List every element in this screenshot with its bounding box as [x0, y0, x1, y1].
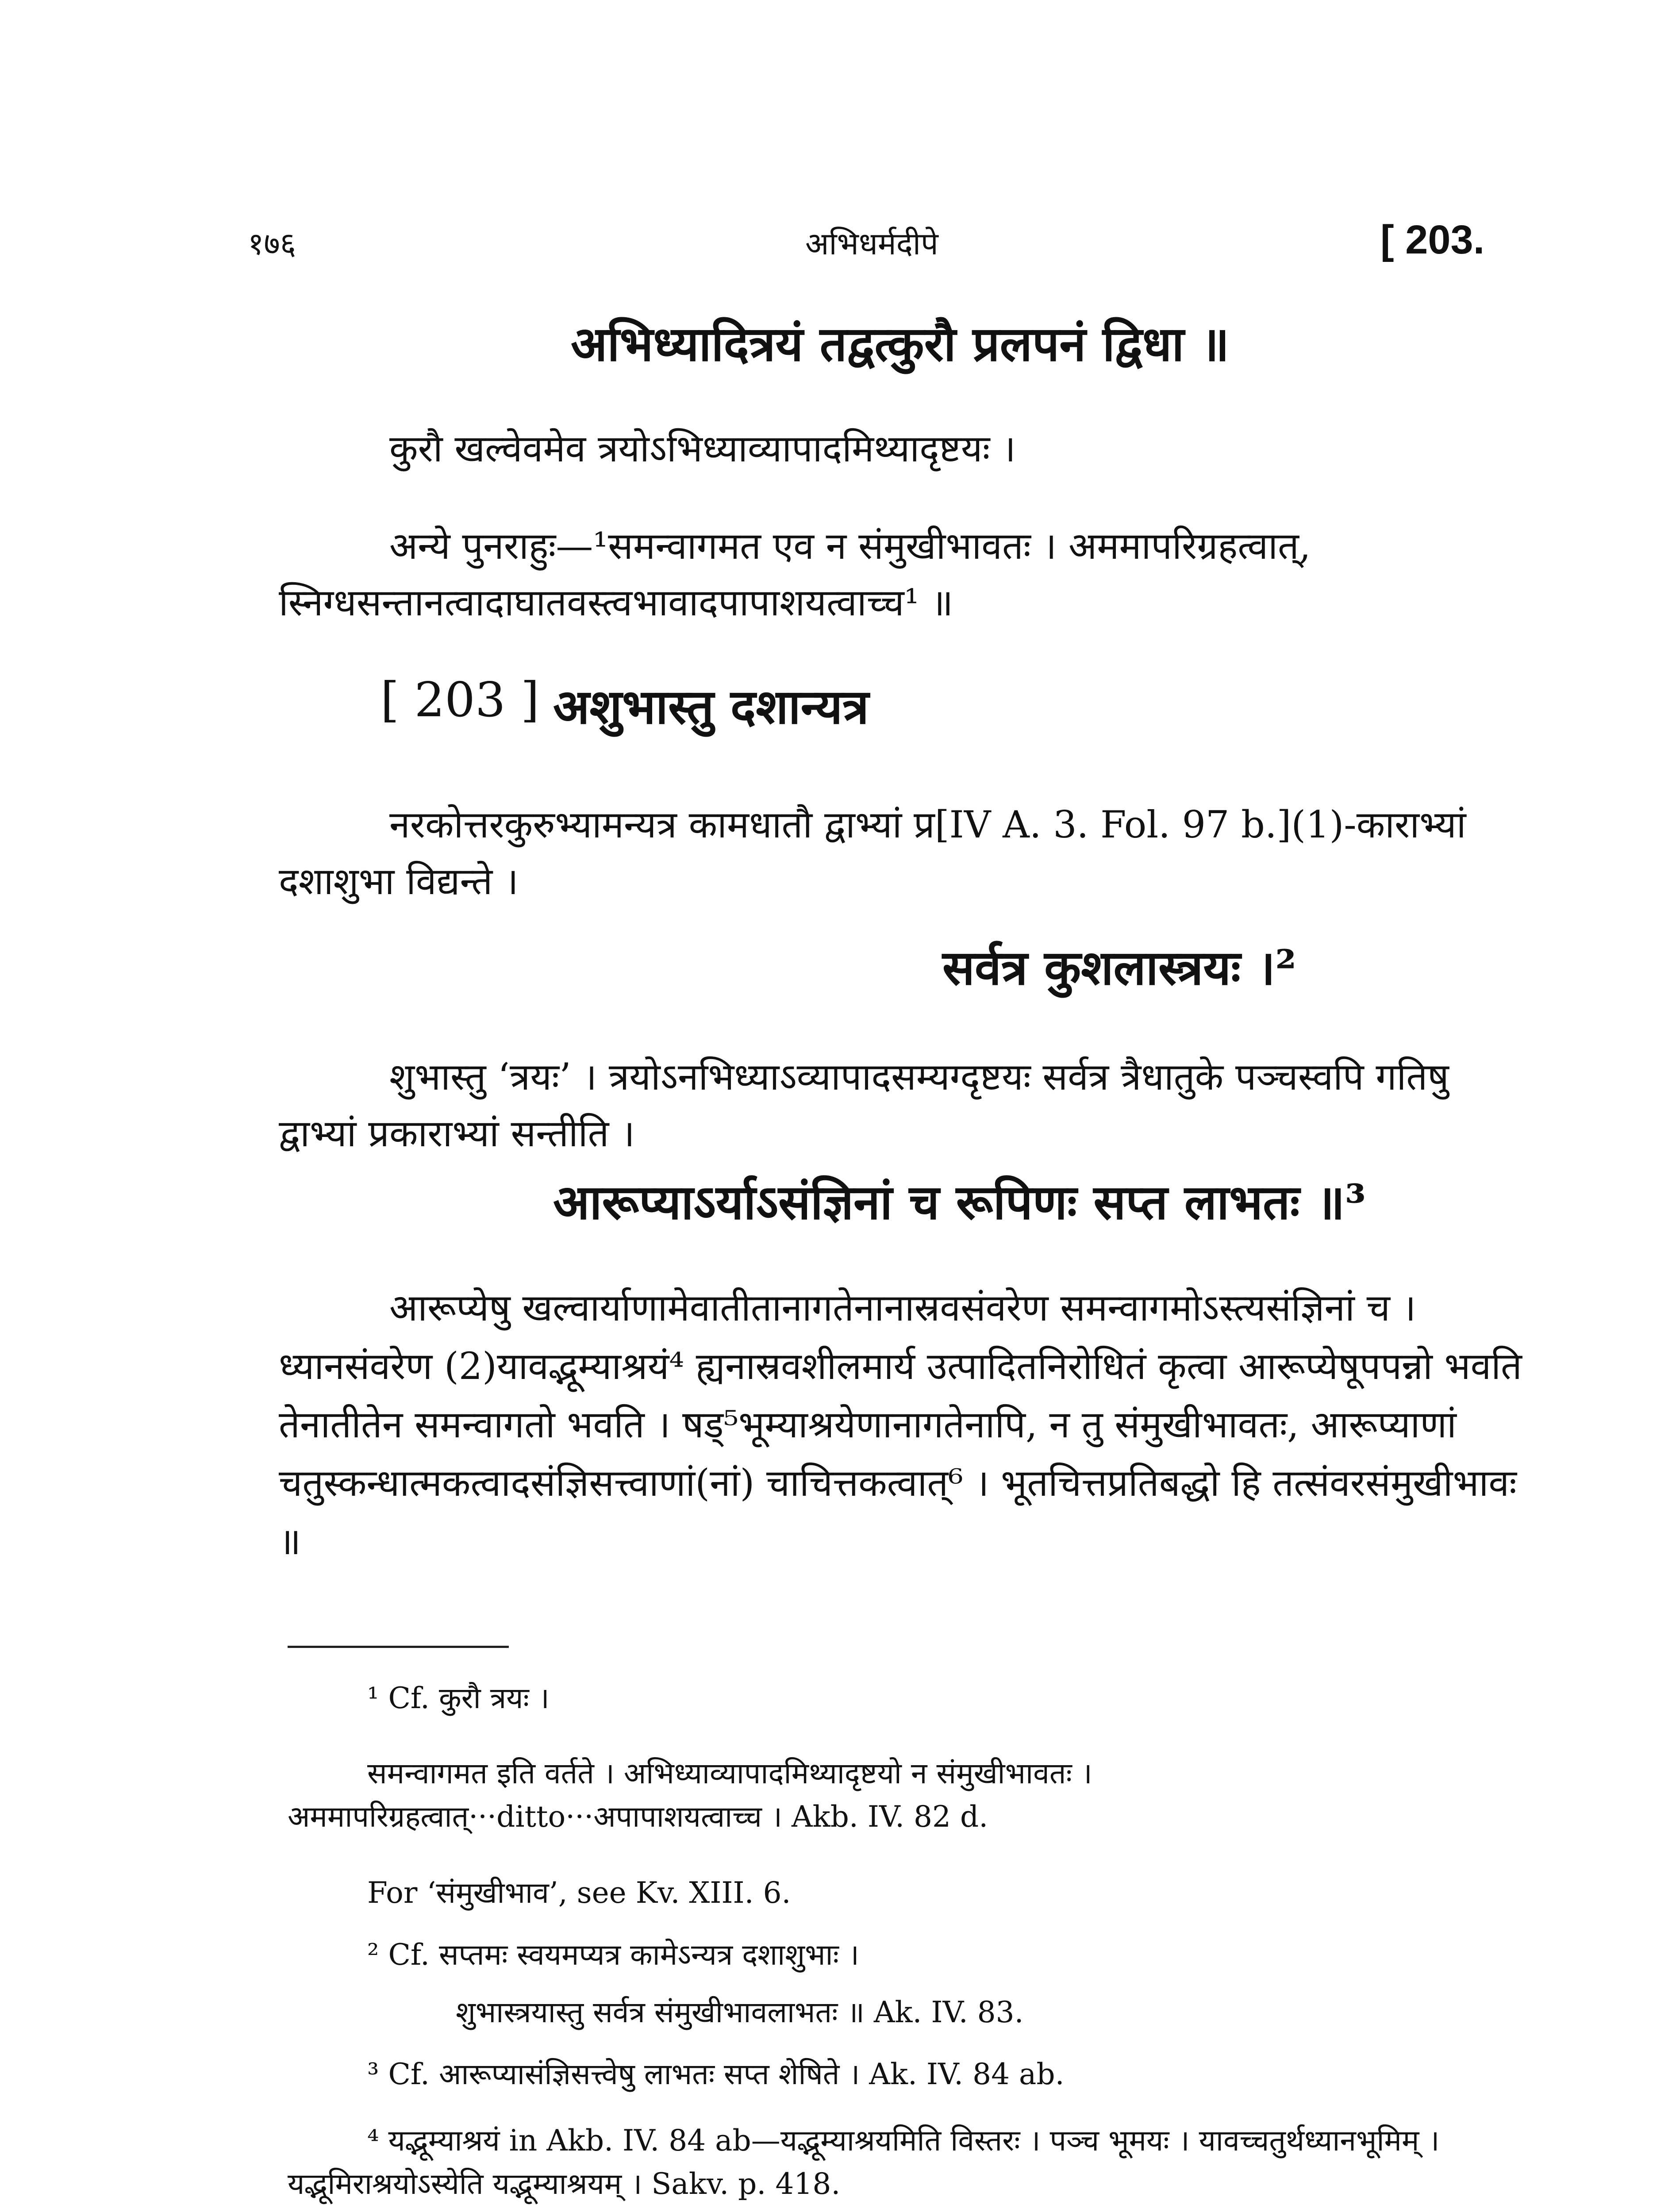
section-verse: अशुभास्तु दशान्यत्र: [553, 679, 869, 735]
verse-2: सर्वत्र कुशलास्त्रयः ।²: [942, 940, 1296, 996]
paragraph-3: नरकोत्तरकुरुभ्यामन्यत्र कामधातौ द्वाभ्यां प्र[IV A. 3. Fol. 97 b.](1)-काराभ्यां दशाशुभा विद्यन्ते ।: [279, 803, 1466, 903]
verse-3: आरूप्याऽर्याऽसंज्ञिनां च रूपिणः सप्त लाभतः ॥³: [553, 1175, 1366, 1230]
paragraph-2: अन्ये पुनराहुः—¹समन्वागमत एव न संमुखीभावतः । अममापरिग्रहत्वात्, स्निग्धसन्तानत्वादाघातवस्त्वभावादपापाशयत्वाच्च¹ ॥: [279, 524, 1311, 624]
footnote-3: ³ Cf. आरूप्यासंज्ञिसत्त्वेषु लाभतः सप्त शेषिते । Ak. IV. 84 ab.: [367, 2057, 1065, 2091]
footnote-1: ¹ Cf. कुरौ त्रयः ।: [367, 1681, 550, 1715]
footnote-2: ² Cf. सप्तमः स्वयमप्यत्र कामेऽन्यत्र दशाशुभाः ।: [367, 1938, 859, 1972]
footnote-1-note: For ‘संमुखीभाव’, see Kv. XIII. 6.: [367, 1876, 791, 1910]
footnote-rule: [288, 1646, 509, 1648]
footnote-4: ⁴ यद्भूम्याश्रयं in Akb. IV. 84 ab—यद्भूम्याश्रयमिति विस्तरः । पञ्च भूमयः । यावच्चतुर्थध्यानभूमिम् । यद्भूमिराश्रयोऽस्येति यद्भूम्याश्रयम् । Sakv. p. 418.: [288, 2124, 1440, 2201]
paragraph-4: शुभास्तु ‘त्रयः’ । त्रयोऽनभिध्याऽव्यापादसम्यग्दृष्टयः सर्वत्र त्रैधातुके पञ्चस्वपि गतिषु द्वाभ्यां प्रकाराभ्यां सन्तीति ।: [279, 1055, 1449, 1155]
section-marker: [ 203 ]: [381, 672, 540, 728]
running-title: अभिधर्मदीपे: [805, 226, 938, 262]
comment-1: कुरौ खल्वेवमेव त्रयोऽभिध्याव्यापादमिथ्यादृष्टयः ।: [389, 427, 1016, 470]
folio-marker: [ 203.: [1380, 217, 1485, 262]
footnote-1-quote: समन्वागमत इति वर्तते । अभिध्याव्यापादमिथ्यादृष्टयो न संमुखीभावतः । अममापरिग्रहत्वात्···ditto···अपापाशयत्वाच्च । Akb. IV. 82 d.: [288, 1756, 1092, 1834]
page-number: १७६: [248, 226, 296, 262]
footnote-2-cont: शुभास्त्रयास्तु सर्वत्र संमुखीभावलाभतः ॥ Ak. IV. 83.: [456, 1995, 1024, 2029]
verse-1: अभिध्यादित्रयं तद्वत्कुरौ प्रलपनं द्विधा ॥: [571, 316, 1230, 372]
paragraph-5: आरूप्येषु खल्वार्याणामेवातीतानागतेनानास्रवसंवरेण समन्वागमोऽस्त्यसंज्ञिनां च । ध्यानसंवरेण (2)यावद्भूम्याश्रयं⁴ ह्यनास्रवशीलमार्य उत्पादितनिरोधितं कृत्वा आरूप्येषूपपन्नो भवति तेनातीतेन समन्वागतो भवति । षड्⁵भूम्याश्रयेणानागतेनापि, न तु संमुखीभावतः, आरूप्याणां चतुस्कन्धात्मकत्वादसंज्ञिसत्त्वाणां(नां) चाचित्तकत्वात्⁶ । भूतचित्तप्रतिबद्धो हि तत्संवरसंमुखीभावः ॥: [279, 1286, 1522, 1563]
